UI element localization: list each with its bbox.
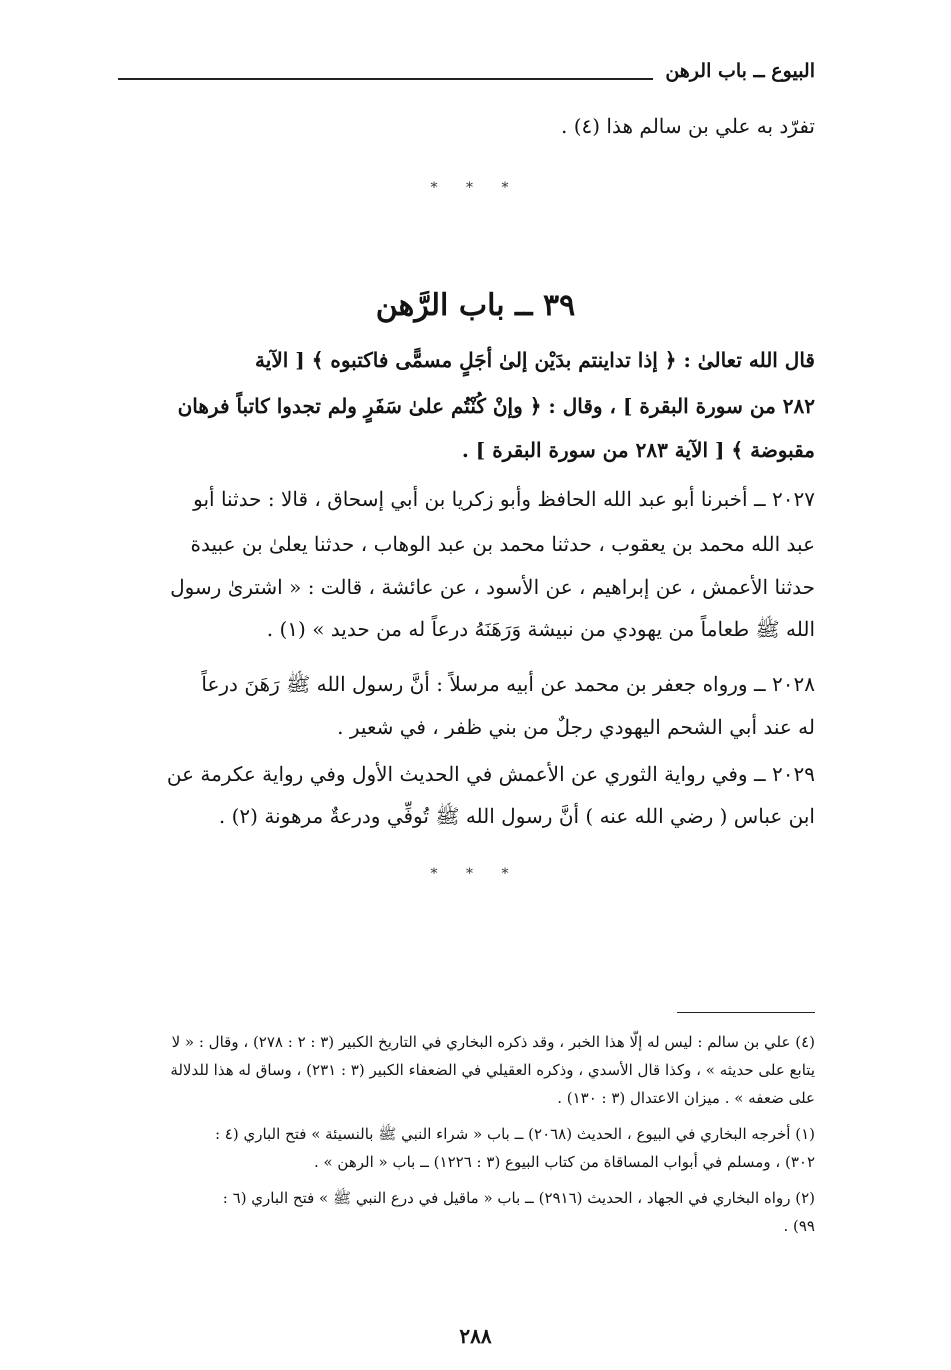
footnote-line: (٤) علي بن سالم : ليس له إلّا هذا الخبر ، وقد ذكره البخاري في التاريخ الكبير (٣ : ٢ : ٢٧٨) ، وقال : « لا (171, 1033, 815, 1051)
footnote-line: يتابع على حديثه » ، وكذا قال الأسدي ، وذكره العقيلي في الضعفاء الكبير (٣ : ٢٣١) ، وساق له هذا للدلالة (170, 1061, 815, 1079)
header-rule (118, 78, 653, 80)
footnote-line: (١) أخرجه البخاري في البيوع ، الحديث (٢٠٦٨) ــ باب « شراء النبي ﷺ بالنسيئة » فتح الباري (٤ : (214, 1125, 815, 1143)
footnote-line: على ضعفه » . ميزان الاعتدال (٣ : ١٣٠) . (557, 1089, 815, 1107)
top-text: تفرّد به علي بن سالم هذا (٤) . (560, 114, 815, 138)
hadith-line: الله ﷺ طعاماً من يهودي من نبيشة وَرَهَنَهُ درعاً له من حديد » (١) . (266, 617, 815, 641)
hadith-line: ٢٠٢٧ ــ أخبرنا أبو عبد الله الحافظ وأبو زكريا بن أبي إسحاق ، قالا : حدثنا أبو (193, 487, 815, 511)
footnote-line: (٢) رواه البخاري في الجهاد ، الحديث (٢٩١٦) ــ باب « ماقيل في درع النبي ﷺ » فتح الباري (٦ : (222, 1189, 815, 1207)
hadith-line: ٢٠٢٨ ــ ورواه جعفر بن محمد عن أبيه مرسلاً : أنَّ رسول الله ﷺ رَهَنَ درعاً (201, 672, 815, 696)
running-header (118, 56, 815, 96)
hadith-line: له عند أبي الشحم اليهودي رجلٌ من بني ظفر ، في شعير . (337, 715, 815, 739)
footnote-line: ٩٩) . (783, 1217, 815, 1235)
chapter-title: ٣٩ ــ باب الرَّهن (375, 288, 576, 323)
footnote-rule (677, 1012, 815, 1013)
page-number: ٢٨٨ (459, 1324, 492, 1348)
section-separator-top: * * * (430, 180, 521, 196)
hadith-line: ٢٠٢٩ ــ وفي رواية الثوري عن الأعمش في الحديث الأول وفي رواية عكرمة عن (166, 762, 815, 786)
header-title: البيوع ــ باب الرهن (665, 60, 815, 82)
hadith-line: عبد الله محمد بن يعقوب ، حدثنا محمد بن عبد الوهاب ، حدثنا يعلىٰ بن عبيدة (190, 532, 815, 556)
intro-line: قال الله تعالىٰ : ﴿ إذا تداينتم بدَيْن إلىٰ أجَلٍ مسمًّى فاكتبوه ﴾ [ الآية (255, 348, 815, 372)
intro-line: مقبوضة ﴾ [ الآية ٢٨٣ من سورة البقرة ] . (461, 438, 815, 462)
hadith-line: حدثنا الأعمش ، عن إبراهيم ، عن الأسود ، عن عائشة ، قالت : « اشترىٰ رسول (170, 575, 815, 599)
hadith-line: ابن عباس ( رضي الله عنه ) أنَّ رسول الله ﷺ تُوفِّي ودرعةٌ مرهونة (٢) . (218, 804, 815, 828)
footnote-line: ٣٠٢) ، ومسلم في أبواب المساقاة من كتاب البيوع (٣ : ١٢٢٦) ــ باب « الرهن » . (313, 1153, 815, 1171)
intro-line: ٢٨٢ من سورة البقرة ] ، وقال : ﴿ وإنْ كُنْتُم علىٰ سَفَرٍ ولم تجدوا كاتباً فرهان (177, 394, 815, 418)
section-separator-bottom: * * * (430, 866, 521, 882)
